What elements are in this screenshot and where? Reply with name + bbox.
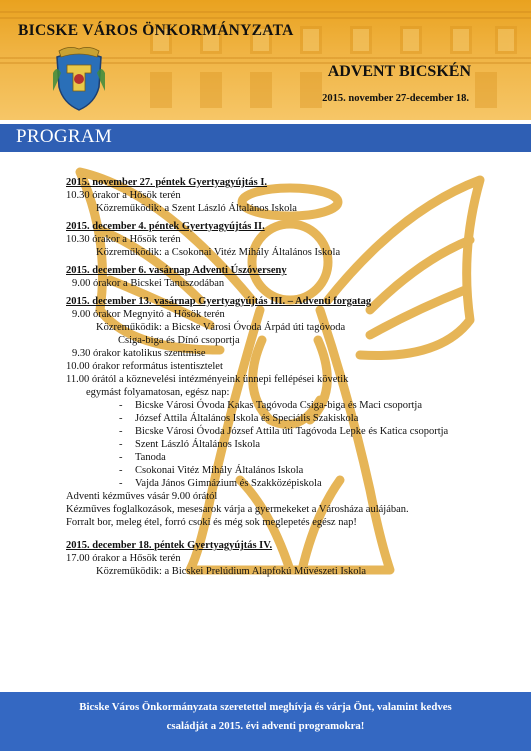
list-item: - Szent László Általános Iskola — [119, 439, 261, 450]
invitation-line: családját a 2015. évi adventi programokra! — [166, 720, 365, 732]
section-line: Közreműködik: a Csokonai Vitéz Mihály Általános Iskola — [96, 247, 341, 258]
section-line: 9.30 órakor katolikus szentmise — [72, 348, 206, 359]
section-line: Csiga-biga és Dínó csoportja — [118, 335, 240, 346]
section-line: Közreműködik: a Szent László Általános Iskola — [96, 203, 297, 214]
program-section-2 — [66, 220, 506, 259]
list-item: - Vajda János Gimnázium és Szakközépiskola — [119, 478, 322, 489]
program-section-3 — [66, 264, 506, 290]
food-line: Forralt bor, meleg étel, forró csoki és még sok meglepetés egész nap! — [66, 517, 357, 528]
section-line: 9.00 órakor a Bicskei Tanuszodában — [72, 278, 225, 289]
program-section-4 — [66, 295, 506, 529]
section-line: 10.30 órakor a Hősök terén — [66, 234, 181, 245]
section-heading: 2015. december 18. péntek Gyertyagyújtás IV. — [66, 540, 273, 551]
section-line: 10.30 órakor a Hősök terén — [66, 190, 181, 201]
invitation-footer — [0, 692, 531, 751]
program-list — [66, 176, 506, 578]
list-item: - Tanoda — [119, 452, 166, 463]
list-item: - Bicske Városi Óvoda József Attila úti Tagóvoda Lepke és Katica csoportja — [119, 426, 449, 437]
program-section-5 — [66, 539, 506, 578]
section-line: 17.00 órakor a Hősök terén — [66, 553, 181, 564]
section-line: Közreműködik: a Bicskei Prelúdium Alapfokú Művészeti Iskola — [96, 566, 367, 577]
section-heading: 2015. december 4. péntek Gyertyagyújtás II. — [66, 221, 265, 232]
section-line: Közreműködik: a Bicske Városi Óvoda Árpád úti tagóvoda — [96, 322, 346, 333]
invitation-text — [0, 698, 531, 736]
fair-line: Adventi kézműves vásár 9.00 órától — [66, 491, 218, 502]
list-item: - Bicske Városi Óvoda Kakas Tagóvoda Csiga-biga és Maci csoportja — [119, 400, 422, 411]
list-item: - Csokonai Vitéz Mihály Általános Iskola — [119, 465, 304, 476]
program-label: PROGRAM — [16, 126, 113, 147]
event-title: ADVENT BICSKÉN — [327, 63, 471, 80]
crafts-line: Kézműves foglalkozások, mesesarok várja a gyermekeket a Városháza aulájában. — [66, 504, 409, 515]
coat-of-arms-icon — [51, 43, 107, 113]
header-banner — [0, 0, 531, 120]
section-heading: 2015. november 27. péntek Gyertyagyújtás I. — [66, 177, 268, 188]
invitation-line: Bicske Város Önkormányzata szeretettel meghívja és várja Önt, valamint kedves — [79, 701, 452, 713]
event-dates: 2015. november 27-december 18. — [322, 93, 469, 104]
performer-list — [66, 399, 506, 490]
program-bar — [0, 124, 531, 152]
program-section-1 — [66, 176, 506, 215]
header-title: BICSKE VÁROS ÖNKORMÁNYZATA — [18, 22, 294, 39]
list-item: - József Attila Általános Iskola és Speciális Szakiskola — [119, 413, 359, 424]
section-heading: 2015. december 6. vasárnap Adventi Úszóverseny — [66, 265, 287, 276]
section-line: 10.00 órakor református istentisztelet — [66, 361, 223, 372]
section-heading: 2015. december 13. vasárnap Gyertyagyújtás III. – Adventi forgatag — [66, 296, 372, 307]
section-line: 9.00 órakor Megnyitó a Hősök terén — [72, 309, 225, 320]
section-line: 11.00 órától a köznevelési intézményeink ünnepi fellépései követik — [66, 374, 349, 385]
section-line: egymást folyamatosan, egész nap: — [86, 387, 230, 398]
